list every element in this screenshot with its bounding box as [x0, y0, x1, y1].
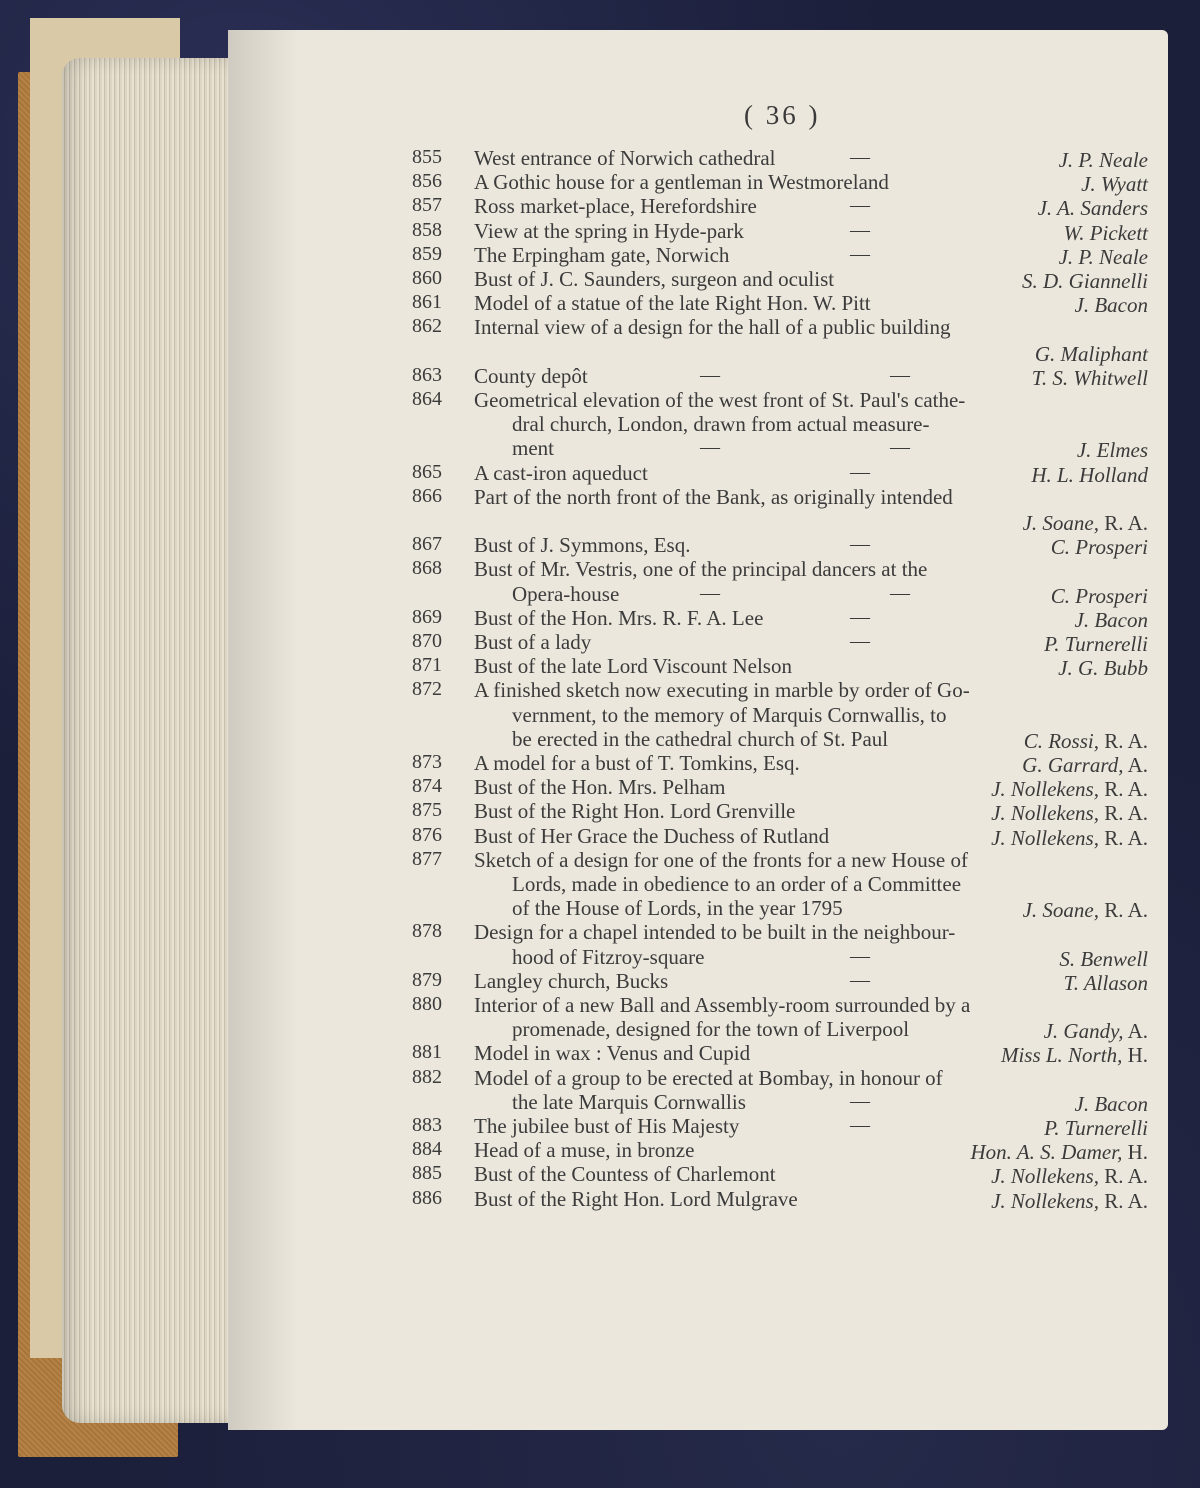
- entry-title-line: Bust of the Right Hon. Lord Mulgrave: [474, 1186, 798, 1211]
- artist-text: J. A. Sanders: [1037, 196, 1148, 221]
- academy-rank: R. A.: [1098, 825, 1148, 850]
- artist-text: J. Nollekens,: [991, 1164, 1099, 1189]
- artist-text: C. Prosperi: [1050, 535, 1148, 560]
- artist-name: [1044, 632, 1148, 657]
- entry-title-line: View at the spring in Hyde-park: [474, 218, 744, 243]
- entry-number: 862: [412, 315, 442, 338]
- leader-dash: —: [850, 1089, 870, 1112]
- entry-number: 869: [412, 605, 442, 628]
- artist-name: [1059, 148, 1148, 173]
- leader-dash: —: [850, 146, 870, 168]
- leader-dash: —: [850, 1114, 870, 1136]
- artist-text: G. Garrard,: [1022, 753, 1124, 777]
- entry-title-line: Model in wax : Venus and Cupid: [474, 1041, 751, 1066]
- leader-dash: —: [890, 581, 910, 604]
- entry-number: 882: [412, 1065, 442, 1088]
- entry-number: 865: [412, 460, 442, 483]
- entry-title-line: the late Marquis Cornwallis: [512, 1089, 746, 1114]
- artist-name: [1022, 269, 1148, 294]
- artist-name: [991, 1164, 1148, 1189]
- entry-title-line: promenade, designed for the town of Liverpool: [512, 1017, 910, 1042]
- entry-number: 872: [412, 678, 442, 701]
- artist-name: [1064, 221, 1148, 246]
- artist-name: [1058, 656, 1148, 681]
- entry-title-line: Bust of the Right Hon. Lord Grenville: [474, 799, 796, 824]
- page-number: ( 36 ): [744, 100, 821, 130]
- entry-number: 864: [412, 388, 442, 410]
- entry-title-line: ment: [512, 436, 554, 461]
- entry-title-line: Geometrical elevation of the west front of St. Paul's cathe-: [474, 388, 966, 412]
- entry-title-line: Bust of a lady: [474, 630, 592, 654]
- entry-number: 860: [412, 267, 442, 289]
- artist-name: [1051, 535, 1148, 560]
- entry-number: 868: [412, 557, 442, 580]
- artist-name: [1064, 971, 1148, 996]
- entry-number: 870: [412, 630, 442, 652]
- artist-text: J. Nollekens,: [991, 777, 1099, 802]
- entry-title-line: Bust of Mr. Vestris, one of the principal dancers at the: [474, 557, 928, 582]
- entry-title-line: Bust of the Hon. Mrs. Pelham: [474, 775, 726, 800]
- entry-number: 857: [412, 194, 442, 217]
- artist-text: J. Bacon: [1074, 293, 1148, 318]
- artist-text: S. D. Giannelli: [1022, 269, 1148, 293]
- entry-title-line: Bust of J. Symmons, Esq.: [474, 533, 691, 558]
- academy-rank: R. A.: [1098, 728, 1148, 753]
- artist-name: [1001, 1043, 1148, 1068]
- entry-title-line: hood of Fitzroy-square: [512, 944, 705, 969]
- artist-text: Miss L. North,: [1000, 1043, 1123, 1068]
- leader-dash: —: [850, 533, 870, 556]
- artist-text: J. Bacon: [1074, 1091, 1148, 1116]
- entry-number: 863: [412, 363, 442, 386]
- leader-dash: —: [700, 581, 720, 604]
- leader-dash: —: [850, 630, 870, 652]
- artist-name: [1044, 1116, 1148, 1141]
- entry-title-line: Internal view of a design for the hall of a public building: [474, 315, 951, 340]
- academy-rank: A.: [1123, 753, 1148, 777]
- entry-title-line: West entrance of Norwich cathedral: [474, 146, 776, 170]
- entry-title-line: A finished sketch now executing in marble by order of Go-: [474, 678, 970, 703]
- artist-name: [1075, 293, 1148, 318]
- artist-name: [1023, 898, 1148, 923]
- artist-text: J. Bacon: [1074, 607, 1148, 632]
- leader-dash: —: [850, 944, 870, 967]
- artist-text: G. Maliphant: [1034, 341, 1148, 366]
- academy-rank: R. A.: [1098, 777, 1148, 802]
- artist-name: [1032, 366, 1148, 391]
- artist-text: J. Wyatt: [1081, 172, 1148, 197]
- entry-number: 867: [412, 533, 442, 556]
- artist-text: J. P. Neale: [1058, 244, 1148, 269]
- leader-dash: —: [850, 605, 870, 628]
- entry-title-line: be erected in the cathedral church of St. Paul: [512, 726, 889, 751]
- entry-number: 866: [412, 484, 442, 507]
- artist-name: [1075, 1092, 1148, 1117]
- artist-name: [991, 801, 1148, 826]
- leader-dash: —: [850, 242, 870, 265]
- entry-title-line: County depôt: [474, 363, 588, 388]
- artist-name: [1031, 463, 1148, 488]
- artist-name: [970, 1140, 1148, 1165]
- artist-text: J. G. Bubb: [1058, 656, 1148, 681]
- leader-dash: —: [890, 363, 910, 386]
- artist-text: J. Soane,: [1022, 898, 1099, 923]
- artist-name: [1022, 753, 1148, 778]
- academy-rank: R. A.: [1098, 1188, 1148, 1213]
- entry-number: 885: [412, 1162, 442, 1185]
- artist-name: [1059, 245, 1148, 270]
- artist-text: J. Soane,: [1022, 511, 1099, 535]
- entry-title-line: Bust of Her Grace the Duchess of Rutland: [474, 823, 830, 848]
- entry-number: 871: [412, 654, 442, 677]
- leader-dash: —: [700, 363, 720, 386]
- artist-name: [1023, 511, 1148, 536]
- academy-rank: R. A.: [1098, 511, 1148, 535]
- entry-title-line: Opera-house: [512, 581, 620, 606]
- leader-dash: —: [700, 436, 720, 459]
- artist-name: [1077, 438, 1148, 463]
- artist-text: J. Nollekens,: [991, 1188, 1099, 1213]
- artist-text: J. Nollekens,: [991, 801, 1099, 826]
- entry-number: 873: [412, 751, 442, 773]
- leader-dash: —: [890, 436, 910, 459]
- artist-name: [1075, 608, 1148, 633]
- entry-title-line: Interior of a new Ball and Assembly-room surrounded by a: [474, 993, 971, 1017]
- entry-number: 886: [412, 1186, 442, 1209]
- artist-text: J. Nollekens,: [991, 825, 1099, 850]
- entry-title-line: Sketch of a design for one of the fronts for a new House of: [474, 847, 968, 872]
- entry-number: 856: [412, 170, 442, 193]
- entry-title-line: Ross market-place, Herefordshire: [474, 194, 757, 219]
- entry-number: 877: [412, 847, 442, 870]
- entry-number: 858: [412, 218, 442, 241]
- academy-rank: R. A.: [1098, 898, 1148, 923]
- entry-title-line: A Gothic house for a gentleman in Westmoreland: [474, 170, 889, 195]
- artist-text: H. L. Holland: [1031, 462, 1148, 487]
- entry-number: 881: [412, 1041, 442, 1064]
- entry-title-line: Langley church, Bucks: [474, 968, 669, 993]
- artist-name: [991, 826, 1148, 851]
- artist-text: T. Allason: [1063, 970, 1148, 995]
- artist-text: J. P. Neale: [1058, 148, 1148, 172]
- entry-title-line: A cast-iron aqueduct: [474, 460, 648, 485]
- entry-number: 876: [412, 823, 442, 846]
- artist-name: [1038, 196, 1148, 221]
- entry-title-line: The jubilee bust of His Majesty: [474, 1114, 740, 1138]
- artist-text: J. Gandy,: [1043, 1019, 1124, 1044]
- entry-number: 875: [412, 799, 442, 822]
- entry-number: 874: [412, 775, 442, 798]
- entry-number: 879: [412, 968, 442, 991]
- entry-title-line: dral church, London, drawn from actual measure-: [512, 412, 930, 437]
- entry-title-line: Design for a chapel intended to be built in the neighbour-: [474, 920, 956, 945]
- academy-rank: A.: [1123, 1019, 1148, 1044]
- artist-name: [1024, 729, 1148, 754]
- artist-text: T. S. Whitwell: [1031, 365, 1148, 390]
- artist-text: P. Turnerelli: [1044, 632, 1148, 656]
- entry-number: 861: [412, 291, 442, 314]
- artist-text: S. Benwell: [1059, 946, 1148, 971]
- entry-title-line: vernment, to the memory of Marquis Cornwallis, to: [512, 702, 947, 727]
- academy-rank: H.: [1122, 1043, 1148, 1068]
- artist-name: [1044, 1019, 1148, 1044]
- entry-number: 855: [412, 146, 442, 168]
- artist-name: [1051, 584, 1148, 609]
- entry-number: 859: [412, 242, 442, 265]
- artist-text: J. Elmes: [1076, 438, 1148, 463]
- academy-rank: R. A.: [1098, 801, 1148, 826]
- entry-number: 878: [412, 920, 442, 943]
- entry-title-line: of the House of Lords, in the year 1795: [512, 896, 843, 921]
- entry-title-line: A model for a bust of T. Tomkins, Esq.: [474, 751, 800, 775]
- academy-rank: R. A.: [1098, 1164, 1148, 1189]
- artist-name: [991, 777, 1148, 802]
- artist-name: [1081, 172, 1148, 197]
- artist-text: Hon. A. S. Damer,: [970, 1140, 1123, 1165]
- entry-title-line: Bust of J. C. Saunders, surgeon and oculist: [474, 267, 835, 291]
- leader-dash: —: [850, 194, 870, 217]
- artist-text: C. Prosperi: [1050, 583, 1148, 608]
- entry-title-line: Model of a group to be erected at Bombay, in honour of: [474, 1065, 943, 1090]
- entry-title-line: Model of a statue of the late Right Hon. W. Pitt: [474, 291, 871, 316]
- artist-name: [991, 1189, 1148, 1214]
- artist-text: C. Rossi,: [1023, 728, 1099, 753]
- entry-title-line: Bust of the Countess of Charlemont: [474, 1162, 776, 1187]
- entry-number: 884: [412, 1138, 442, 1161]
- entry-title-line: Part of the north front of the Bank, as originally intended: [474, 484, 953, 509]
- artist-name: [1059, 947, 1148, 972]
- entry-title-line: Bust of the Hon. Mrs. R. F. A. Lee: [474, 605, 764, 630]
- leader-dash: —: [850, 968, 870, 991]
- entry-title-line: Head of a muse, in bronze: [474, 1138, 695, 1163]
- entry-number: 880: [412, 993, 442, 1015]
- entry-title-line: Bust of the late Lord Viscount Nelson: [474, 654, 792, 679]
- artist-name: [1035, 342, 1148, 367]
- academy-rank: H.: [1122, 1140, 1148, 1165]
- entry-number: 883: [412, 1114, 442, 1136]
- leader-dash: —: [850, 460, 870, 483]
- entry-title-line: The Erpingham gate, Norwich: [474, 242, 730, 267]
- artist-text: W. Pickett: [1063, 220, 1148, 245]
- artist-text: P. Turnerelli: [1044, 1116, 1148, 1140]
- leader-dash: —: [850, 218, 870, 241]
- entry-title-line: Lords, made in obedience to an order of a Committee: [512, 872, 962, 896]
